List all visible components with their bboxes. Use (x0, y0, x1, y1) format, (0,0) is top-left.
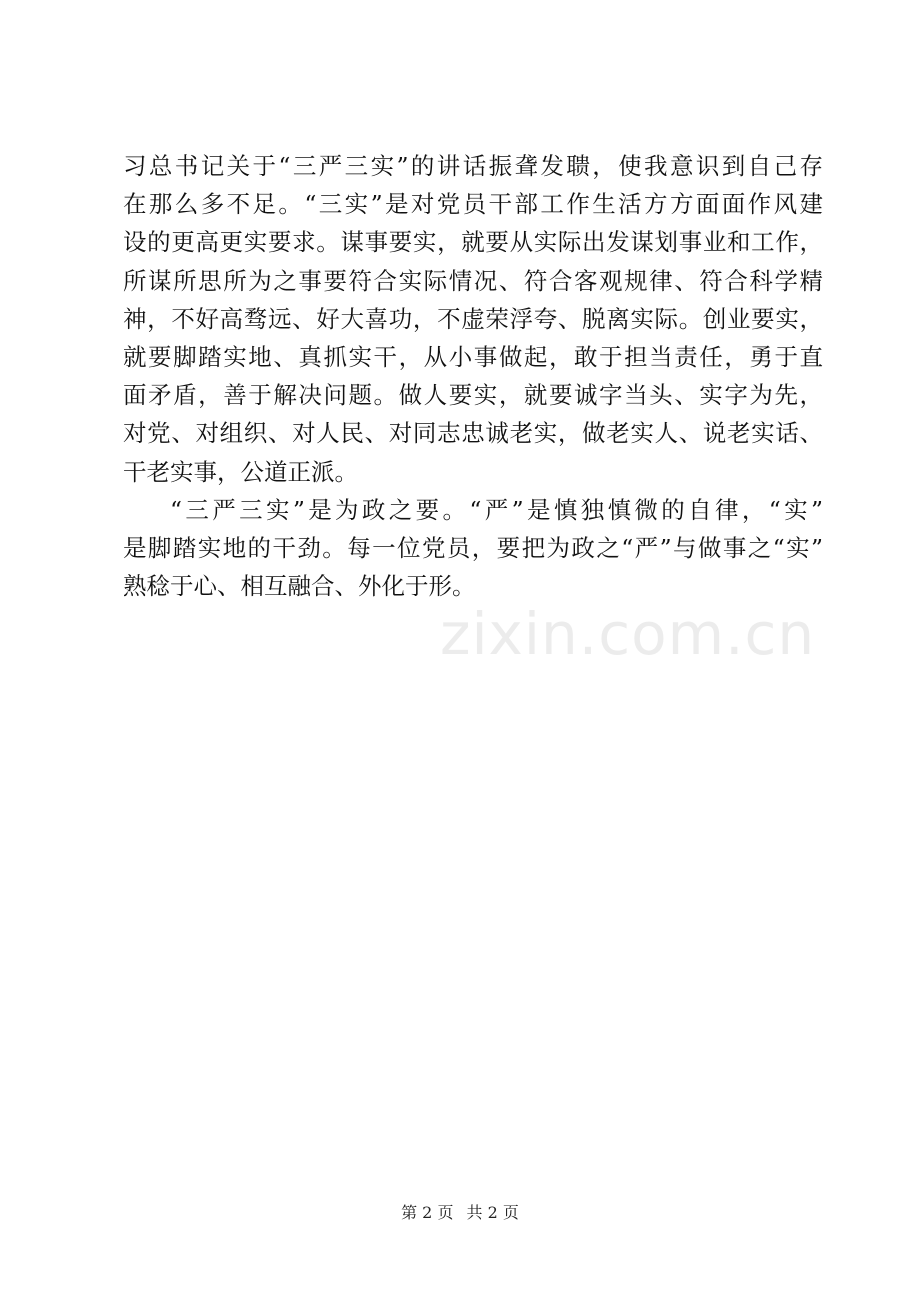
watermark: zixin.com.cn (440, 600, 816, 668)
paragraph-line: 熟稔于心、相互融合、外化于形。 (123, 572, 476, 601)
paragraph-line: 习总书记关于“三严三实”的讲话振聋发聩，使我意识到自己存 (123, 152, 823, 180)
paragraph-line: 神，不好高骛远、好大喜功，不虚荣浮夸、脱离实际。创业要实， (123, 304, 823, 333)
document-body (123, 147, 823, 605)
paragraph-line: 是脚踏实地的干劲。每一位党员，要把为政之“严”与做事之“实” (123, 533, 823, 562)
paragraph-line: 干老实事，公道正派。 (123, 457, 358, 486)
paragraph-line: 面矛盾，善于解决问题。做人要实，就要诚字当头、实字为先， (123, 381, 823, 410)
page-total: 共 2 页 (466, 1203, 519, 1222)
paragraph-line: “三严三实”是为政之要。“严”是慎独慎微的自律，“实” (170, 495, 823, 524)
paragraph-line: 所谋所思所为之事要符合实际情况、符合客观规律、符合科学精 (123, 266, 823, 295)
paragraph-line: 就要脚踏实地、真抓实干，从小事做起，敢于担当责任，勇于直 (123, 342, 823, 371)
paragraph-line: 在那么多不足。“三实”是对党员干部工作生活方方面面作风建 (123, 190, 823, 219)
paragraph-line: 对党、对组织、对人民、对同志忠诚老实，做老实人、说老实话、 (123, 419, 823, 448)
page-number: 第 2 页 (401, 1203, 454, 1222)
paragraph-line: 设的更高更实要求。谋事要实，就要从实际出发谋划事业和工作， (123, 228, 823, 257)
page-footer (0, 1200, 920, 1223)
